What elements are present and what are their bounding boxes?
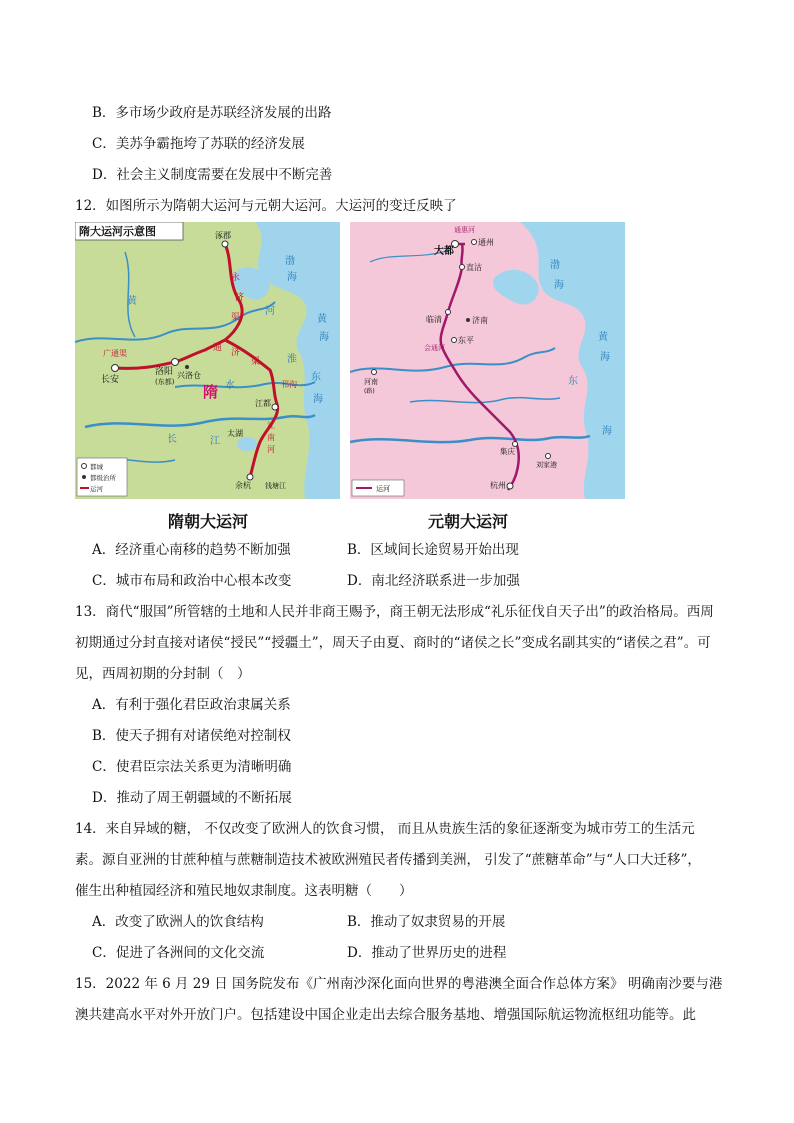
- yuan-label-huitong: 会通河: [424, 344, 445, 352]
- sui-legend-canal: 运河: [90, 485, 103, 493]
- q14-stem-line3: 催生出种植园经济和殖民地奴隶制度。这表明糖（ ）: [75, 883, 413, 899]
- sui-yuhang-dot: [247, 474, 253, 480]
- sui-legend-seat-icon: [82, 475, 86, 479]
- sui-label-hangou: 邗沟: [281, 380, 297, 389]
- yuan-label-henan-lu: (路): [364, 388, 375, 395]
- yuan-label-jinan: 济南: [472, 316, 488, 325]
- sui-label-dong1: 东: [311, 372, 321, 383]
- sui-label-dongdu: (东都): [155, 378, 175, 386]
- sui-label-huanghai1: 黄: [317, 314, 327, 325]
- yuan-label-henan: 河南: [364, 378, 378, 386]
- sui-label-zhuojun: 涿郡: [215, 231, 231, 240]
- yuan-label-hangzhou: 杭州: [490, 481, 506, 490]
- sui-label-yuhang: 余杭: [235, 481, 251, 490]
- yuan-zhigu-dot: [460, 265, 465, 270]
- sui-label-dong2: 海: [313, 394, 323, 405]
- q11-option-d: D．社会主义制度需要在发展中不断完善: [92, 167, 333, 183]
- yuan-map-caption: 元朝大运河: [428, 512, 509, 531]
- sui-label-huang: 黄: [127, 296, 137, 307]
- q11-option-b: B．多市场少政府是苏联经济发展的出路: [92, 105, 332, 121]
- sui-label-sui: 隋: [203, 383, 219, 401]
- sui-label-tongqu: 渠: [251, 357, 261, 367]
- sui-label-luoyang: 洛阳: [155, 367, 174, 377]
- yuan-label-jiqing: 集庆: [500, 447, 515, 456]
- sui-label-nanhe: 河: [267, 445, 275, 454]
- yuan-label-dadu: 大都: [434, 246, 454, 257]
- sui-taihu-lake: [237, 437, 257, 451]
- yuan-label-huang: 黄: [598, 332, 608, 343]
- sui-label-guangtong: 广通渠: [103, 349, 127, 358]
- sui-label-huanghai2: 海: [319, 332, 329, 343]
- q14-option-d: D．推动了世界历史的进程: [347, 945, 507, 961]
- yuan-map-svg: [350, 222, 625, 499]
- sui-legend-capital: 都城: [90, 463, 103, 471]
- sui-changan-dot: [112, 365, 119, 372]
- q13-stem-line1: 13．商代“服国”所管辖的土地和人民并非商王赐予，商王朝无法形成“礼乐征伐自天子出”的政治格局。西周: [75, 604, 714, 620]
- sui-label-qu: 渠: [231, 313, 241, 323]
- yuan-label-hai: 海: [554, 280, 564, 291]
- sui-label-tongji: 济: [231, 348, 241, 358]
- yuan-label-zhigu: 直沽: [466, 263, 482, 272]
- q15-stem-line2: 澳共建高水平对外开放门户。包括建设中国企业走出去综合服务基地、增强国际航运物流枢纽功能等。此: [75, 1007, 696, 1023]
- q13-stem-line2: 初期通过分封直接对诸侯“授民”“授疆土”，周天子由夏、商时的“诸侯之长”变成名副其实的“诸侯之君”。可: [75, 635, 711, 651]
- q14-option-a: A．改变了欧洲人的饮食结构: [92, 914, 264, 930]
- sui-jiangdu-dot: [272, 404, 278, 410]
- yuan-canal-map: [350, 222, 625, 499]
- sui-label-he: 河: [265, 306, 275, 317]
- q13-option-d: D．推动了周王朝疆域的不断拓展: [92, 790, 292, 806]
- sui-label-jiangriver: 江: [210, 436, 220, 447]
- yuan-dongping-dot: [452, 338, 457, 343]
- sui-label-qiantang: 钱塘江: [265, 482, 286, 490]
- q12-option-b: B．区域间长途贸易开始出现: [347, 542, 519, 558]
- q13-option-c: C．使君臣宗法关系更为清晰明确: [92, 759, 292, 775]
- sui-map-svg: [75, 222, 340, 499]
- yuan-linqing-dot: [446, 310, 451, 315]
- q15-stem-line1: 15．2022 年 6 月 29 日 国务院发布《广州南沙深化面向世界的粤港澳全面合作总体方案》 明确南沙要与港: [75, 976, 723, 992]
- yuan-label-dong: 东: [568, 376, 578, 387]
- yuan-label-dongping: 东平: [458, 336, 474, 345]
- q12-option-a: A．经济重心南移的趋势不断加强: [92, 542, 291, 558]
- sui-label-jiang: 江: [267, 421, 275, 430]
- yuan-henan-dot: [372, 370, 377, 375]
- sui-legend-seat: 都级治所: [90, 474, 116, 482]
- sui-map-caption: 隋朝大运河: [168, 512, 249, 531]
- sui-zhuojun-dot: [222, 241, 228, 247]
- sui-label-yong: 永: [231, 273, 241, 283]
- yuan-label-bo: 渤: [550, 260, 560, 271]
- sui-label-huai: 淮: [287, 354, 297, 365]
- yuan-label-tonghui: 通惠河: [454, 226, 475, 234]
- q13-option-a: A．有利于强化君臣政治隶属关系: [92, 697, 291, 713]
- sui-label-xingluocang: 兴洛仓: [177, 371, 201, 380]
- sui-map-title: 隋大运河示意图: [79, 225, 156, 238]
- yuan-legend-canal: 运河: [376, 485, 390, 493]
- sui-label-shui: 水: [225, 380, 235, 391]
- yuan-jinan-dot: [466, 318, 470, 322]
- sui-label-jiangdu: 江都: [255, 399, 271, 408]
- q13-stem-line3: 见，西周初期的分封制（ ）: [75, 666, 251, 682]
- q11-option-c: C．美苏争霸拖垮了苏联的经济发展: [92, 136, 305, 152]
- sui-luoyang-dot: [172, 359, 179, 366]
- q13-option-b: B．使天子拥有对诸侯绝对控制权: [92, 728, 291, 744]
- sui-xingluocang-dot: [185, 365, 189, 369]
- yuan-label-hai3: 海: [602, 426, 612, 437]
- yuan-hangzhou-dot: [507, 483, 513, 489]
- sui-label-chang: 长: [167, 434, 177, 445]
- yuan-label-liujiagang: 刘家港: [536, 461, 557, 469]
- sui-legend-capital-icon: [82, 464, 87, 469]
- sui-canal-map: [75, 222, 340, 499]
- yuan-liujiagang-dot: [546, 454, 551, 459]
- yuan-tongzhou-dot: [472, 240, 477, 245]
- yuan-label-linqing: 临清: [426, 315, 442, 324]
- yuan-label-tongzhou: 通州: [478, 238, 494, 247]
- sui-label-bo2: 海: [287, 272, 297, 283]
- sui-label-taihu: 太湖: [227, 429, 243, 438]
- yuan-label-hai2: 海: [600, 352, 610, 363]
- q12-stem: 12．如图所示为隋朝大运河与元朝大运河。大运河的变迁反映了: [75, 198, 457, 214]
- q14-option-b: B．推动了奴隶贸易的开展: [347, 914, 506, 930]
- q12-option-d: D．南北经济联系进一步加强: [347, 573, 520, 589]
- q14-option-c: C．促进了各洲间的文化交流: [92, 945, 265, 961]
- sui-label-ji: 济: [235, 293, 245, 303]
- q14-stem-line1: 14．来自异域的糖， 不仅改变了欧洲人的饮食习惯， 而且从贵族生活的象征逐渐变为城市劳工的生活元: [75, 821, 695, 837]
- sui-label-tong: 通: [213, 343, 223, 353]
- q14-stem-line2: 素。源自亚洲的甘蔗种植与蔗糖制造技术被欧洲殖民者传播到美洲， 引发了“蔗糖革命”与“人口大迁移”，: [75, 852, 701, 868]
- yuan-jiqing-dot: [513, 442, 518, 447]
- sui-label-changan: 长安: [101, 375, 120, 385]
- sui-label-bo1: 渤: [285, 256, 295, 267]
- sui-label-nan: 南: [267, 433, 275, 442]
- q12-maps: [70, 222, 626, 532]
- q12-option-c: C．城市布局和政治中心根本改变: [92, 573, 292, 589]
